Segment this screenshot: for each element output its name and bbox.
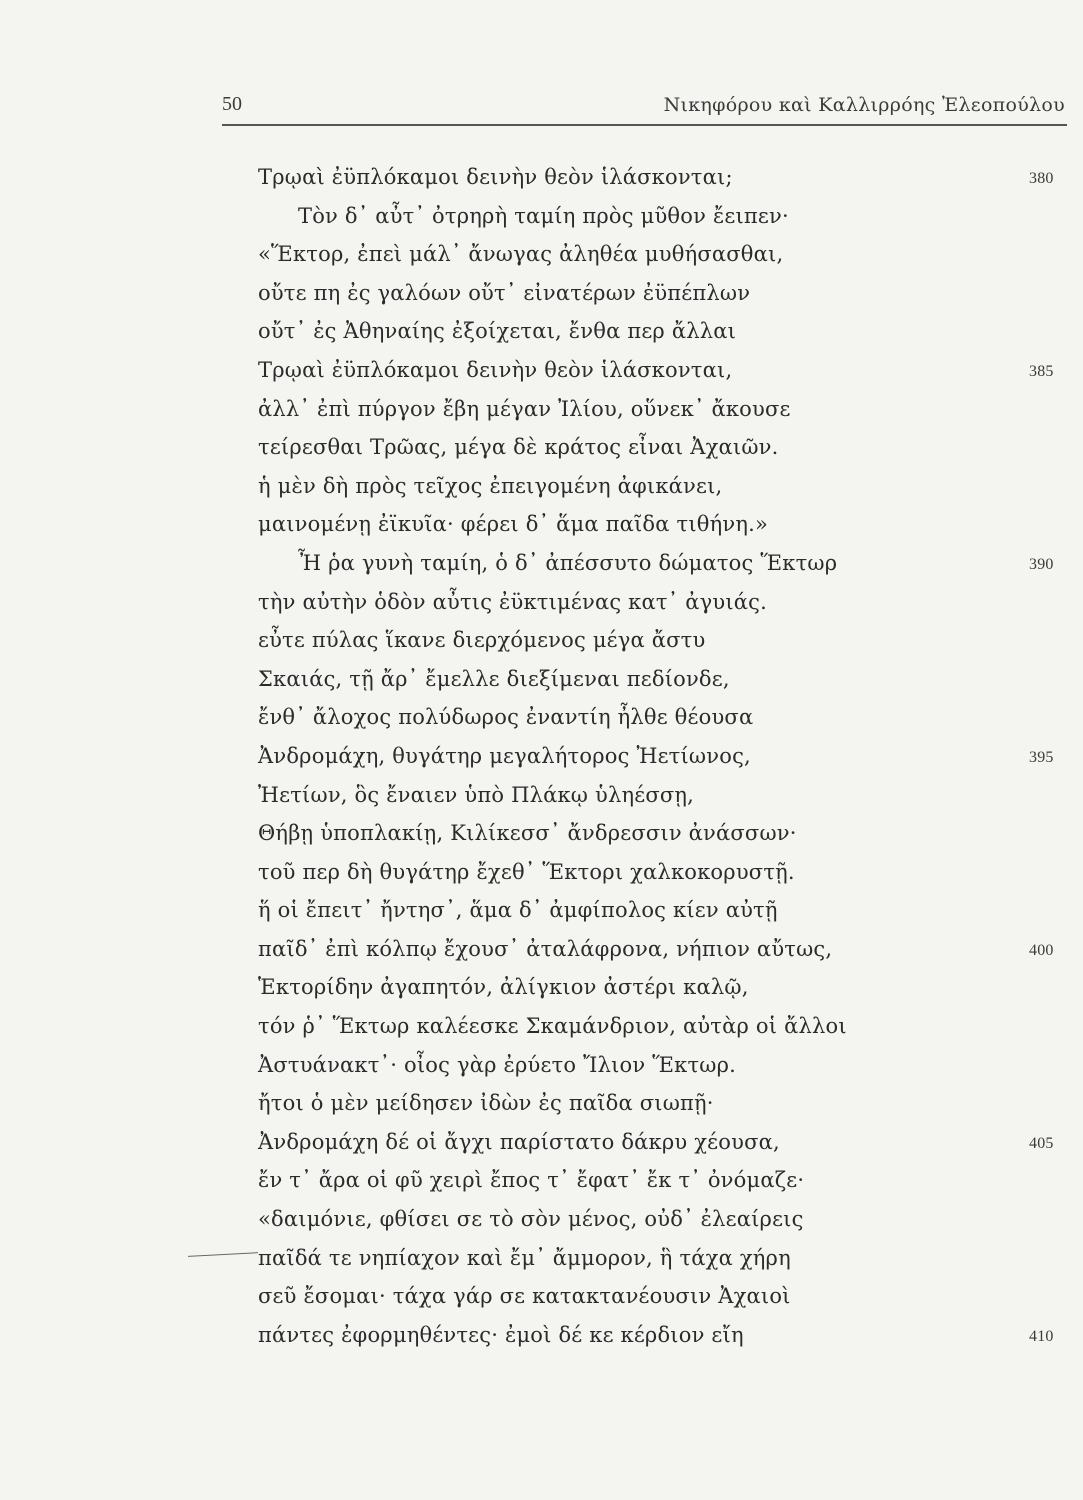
verse-text: ἡ μὲν δὴ πρὸς τεῖχος ἐπειγομένη ἀφικάνει, xyxy=(258,473,723,498)
verse-block xyxy=(258,158,1058,1354)
verse-text: Ἀνδρομάχη δέ οἱ ἄγχι παρίστατο δάκρυ χέουσα, xyxy=(258,1129,780,1154)
verse-text: Θήβῃ ὑποπλακίῃ, Κιλίκεσσ᾽ ἄνδρεσσιν ἀνάσσων· xyxy=(258,821,797,846)
verse-line xyxy=(258,390,1058,429)
verse-text: παῖδά τε νηπίαχον καὶ ἔμ᾽ ἄμμορον, ἣ τάχα χήρη xyxy=(258,1245,791,1270)
verse-text: μαινομένῃ ἐϊκυῖα· φέρει δ᾽ ἅμα παῖδα τιθήνη.» xyxy=(258,512,769,537)
verse-text: σεῦ ἔσομαι· τάχα γάρ σε κατακτανέουσιν Ἀχαιοὶ xyxy=(258,1284,791,1309)
verse-line xyxy=(258,1200,1058,1239)
verse-text: ἔν τ᾽ ἄρα οἱ φῦ χειρὶ ἔπος τ᾽ ἔφατ᾽ ἔκ τ᾽ ὀνόμαζε· xyxy=(258,1168,805,1193)
verse-line xyxy=(258,930,1058,969)
header-rule xyxy=(222,124,1067,126)
verse-line xyxy=(258,660,1058,699)
verse-line xyxy=(258,853,1058,892)
verse-text: τείρεσθαι Τρῶας, μέγα δὲ κράτος εἶναι Ἀχαιῶν. xyxy=(258,435,779,460)
line-number: 380 xyxy=(1029,170,1054,187)
verse-text: Ἀστυάνακτ᾽· οἶος γὰρ ἐρύετο Ἴλιον Ἕκτωρ. xyxy=(258,1052,737,1077)
verse-text: «Ἕκτορ, ἐπεὶ μάλ᾽ ἄνωγας ἀληθέα μυθήσασθαι, xyxy=(258,242,784,267)
running-title: Νικηφόρου καὶ Καλλιρρόης Ἐλεοπούλου xyxy=(663,94,1065,116)
verse-line xyxy=(258,544,1058,583)
verse-line xyxy=(258,583,1058,622)
verse-text: Σκαιάς, τῇ ἄρ᾽ ἔμελλε διεξίμεναι πεδίονδε, xyxy=(258,666,730,691)
verse-line xyxy=(258,968,1058,1007)
verse-line xyxy=(258,1084,1058,1123)
verse-line xyxy=(258,814,1058,853)
verse-line xyxy=(258,1123,1058,1162)
verse-text: ἀλλ᾽ ἐπὶ πύργον ἔβη μέγαν Ἰλίου, οὕνεκ᾽ ἄκουσε xyxy=(258,396,791,421)
verse-text: παῖδ᾽ ἐπὶ κόλπῳ ἔχουσ᾽ ἀταλάφρονα, νήπιον αὔτως, xyxy=(258,936,833,961)
verse-line xyxy=(258,698,1058,737)
verse-line xyxy=(258,158,1058,197)
verse-text: πάντες ἐφορμηθέντες· ἐμοὶ δέ κε κέρδιον εἴη xyxy=(258,1322,744,1347)
verse-text: οὔτ᾽ ἐς Ἀθηναίης ἐξοίχεται, ἔνθα περ ἄλλαι xyxy=(258,319,737,344)
verse-text: τοῦ περ δὴ θυγάτηρ ἔχεθ᾽ Ἕκτορι χαλκοκορυστῇ. xyxy=(258,859,795,884)
verse-line xyxy=(258,621,1058,660)
verse-line xyxy=(258,1277,1058,1316)
verse-line xyxy=(258,776,1058,815)
verse-line xyxy=(258,737,1058,776)
line-number: 385 xyxy=(1029,362,1054,380)
verse-text: Τὸν δ᾽ αὖτ᾽ ὀτρηρὴ ταμίη πρὸς μῦθον ἔειπεν· xyxy=(298,203,789,228)
verse-line xyxy=(258,351,1058,390)
verse-line xyxy=(258,235,1058,274)
verse-text: Τρῳαὶ ἐϋπλόκαμοι δεινὴν θεὸν ἱλάσκονται; xyxy=(258,165,733,189)
verse-line xyxy=(258,274,1058,313)
verse-text: Ἑκτορίδην ἀγαπητόν, ἀλίγκιον ἀστέρι καλῷ, xyxy=(258,975,749,1000)
verse-line xyxy=(258,891,1058,930)
verse-text: οὔτε πη ἐς γαλόων οὔτ᾽ εἰνατέρων ἐϋπέπλων xyxy=(258,280,751,305)
line-number: 410 xyxy=(1029,1327,1054,1345)
verse-text: Ἀνδρομάχη, θυγάτηρ μεγαλήτορος Ἠετίωνος, xyxy=(258,743,751,768)
verse-text: ἔνθ᾽ ἄλοχος πολύδωρος ἐναντίη ἦλθε θέουσα xyxy=(258,705,754,730)
verse-line xyxy=(258,1316,1058,1355)
verse-text: τόν ῥ᾽ Ἕκτωρ καλέεσκε Σκαμάνδριον, αὐτὰρ οἱ ἄλλοι xyxy=(258,1014,847,1039)
verse-line xyxy=(258,312,1058,351)
verse-line xyxy=(258,428,1058,467)
pencil-mark xyxy=(188,1252,258,1257)
line-number: 405 xyxy=(1029,1134,1054,1152)
verse-text: Τρῳαὶ ἐϋπλόκαμοι δεινὴν θεὸν ἱλάσκονται, xyxy=(258,357,733,382)
verse-text: ἤτοι ὁ μὲν μείδησεν ἰδὼν ἐς παῖδα σιωπῇ· xyxy=(258,1091,714,1116)
verse-text: ἥ οἱ ἔπειτ᾽ ἤντησ᾽, ἅμα δ᾽ ἀμφίπολος κίεν αὐτῇ xyxy=(258,898,778,923)
verse-text: τὴν αὐτὴν ὁδὸν αὖτις ἐϋκτιμένας κατ᾽ ἀγυιάς. xyxy=(258,589,768,614)
verse-text: Ἠετίων, ὃς ἔναιεν ὑπὸ Πλάκῳ ὑληέσσῃ, xyxy=(258,782,695,807)
verse-line xyxy=(258,197,1058,236)
line-number: 395 xyxy=(1029,748,1054,766)
verse-line xyxy=(258,505,1058,544)
verse-line xyxy=(258,1239,1058,1278)
verse-text: Ἦ ῥα γυνὴ ταμίη, ὁ δ᾽ ἀπέσσυτο δώματος Ἕκτωρ xyxy=(298,550,838,575)
verse-line xyxy=(258,467,1058,506)
verse-line xyxy=(258,1046,1058,1085)
verse-line xyxy=(258,1161,1058,1200)
verse-line xyxy=(258,1007,1058,1046)
line-number: 390 xyxy=(1029,555,1054,573)
verse-text: «δαιμόνιε, φθίσει σε τὸ σὸν μένος, οὐδ᾽ ἐλεαίρεις xyxy=(258,1207,804,1232)
verse-text: εὖτε πύλας ἵκανε διερχόμενος μέγα ἄστυ xyxy=(258,628,706,653)
page-number: 50 xyxy=(222,93,242,115)
line-number: 400 xyxy=(1029,941,1054,959)
